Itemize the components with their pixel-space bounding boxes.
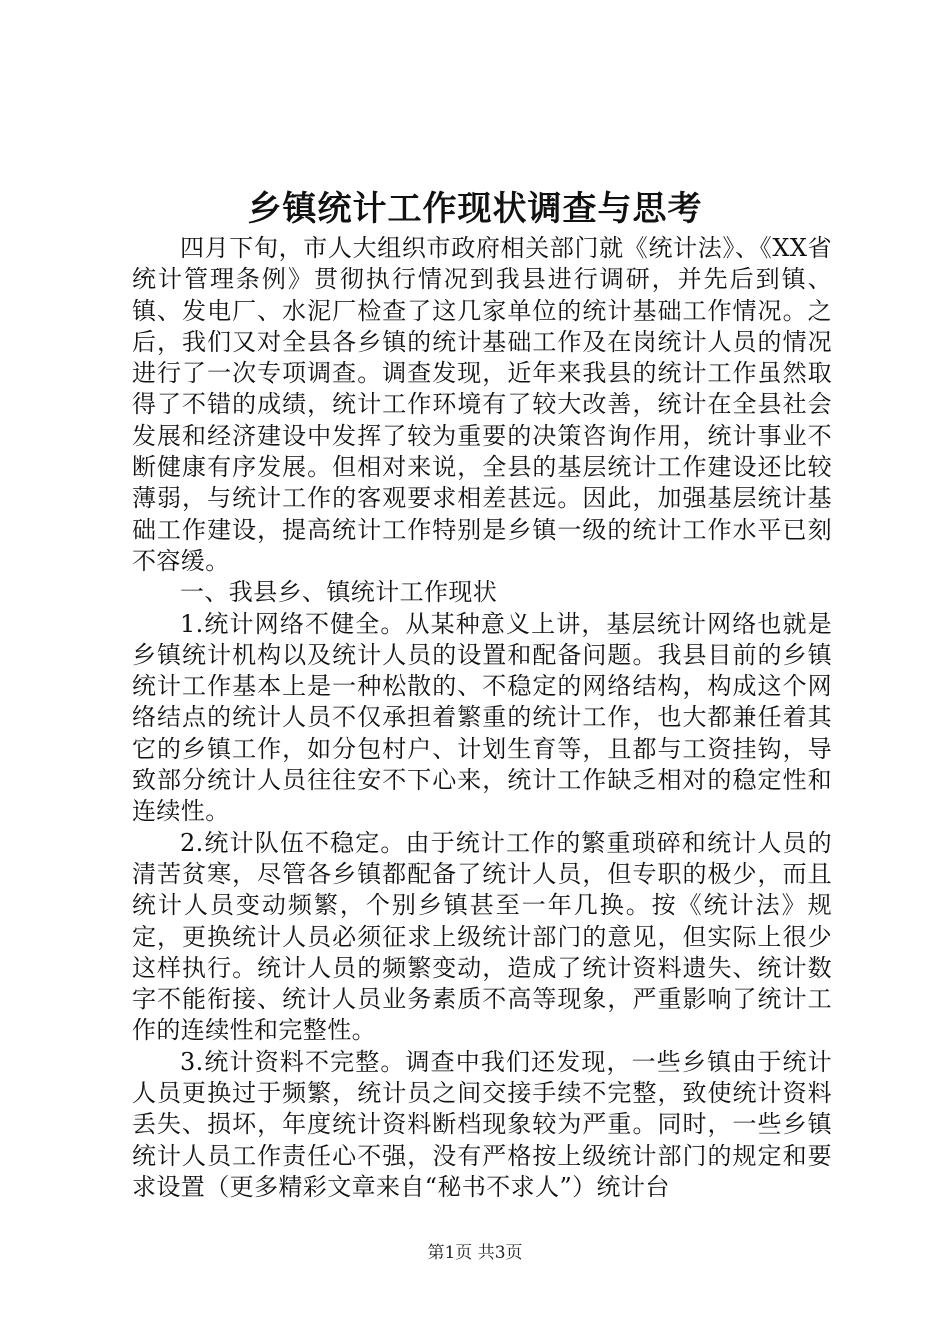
- section-heading: 一、我县乡、镇统计工作现状: [180, 578, 498, 607]
- document-title: 乡镇统计工作现状调查与思考: [247, 189, 703, 229]
- page-number: 第1页 共3页: [427, 1243, 523, 1263]
- point-2-paragraph: 2.统计队伍不稳定。由于统计工作的繁重琐碎和统计人员的清苦贫寒，尽管各乡镇都配备了统计人员，但专职的极少，而且统计人员变动频繁，个别乡镇甚至一年几换。按《统计法》规定，更换统计人员必须征求上级统计部门的意见，但实际上很少这样执行。统计人员的频繁变动，造成了统计资料遗失、统计数字不能衔接、统计人员业务素质不高等现象，严重影响了统计工作的连续性和完整性。: [132, 828, 832, 1045]
- document-body: [132, 233, 832, 1203]
- point-3-paragraph: 3.统计资料不完整。调查中我们还发现，一些乡镇由于统计人员更换过于频繁，统计员之间交接手续不完整，致使统计资料丢失、损坏，年度统计资料断档现象较为严重。同时，一些乡镇统计人员工作责任心不强，没有严格按上级统计部门的规定和要求设置（更多精彩文章来自“秘书不求人”）统计台: [132, 1047, 832, 1201]
- point-1-paragraph: 1.统计网络不健全。从某种意义上讲，基层统计网络也就是乡镇统计机构以及统计人员的设置和配备问题。我县目前的乡镇统计工作基本上是一种松散的、不稳定的网络结构，构成这个网络结点的统计人员不仅承担着繁重的统计工作，也大都兼任着其它的乡镇工作，如分包村户、计划生育等，且都与工资挂钩，导致部分统计人员往往安不下心来，统计工作缺乏相对的稳定性和连续性。: [132, 609, 832, 826]
- intro-paragraph: 四月下旬，市人大组织市政府相关部门就《统计法》、《XX省统计管理条例》贯彻执行情况到我县进行调研，并先后到镇、镇、发电厂、水泥厂检查了这几家单位的统计基础工作情况。之后，我们又对全县各乡镇的统计基础工作及在岗统计人员的情况进行了一次专项调查。调查发现，近年来我县的统计工作虽然取得了不错的成绩，统计工作环境有了较大改善，统计在全县社会发展和经济建设中发挥了较为重要的决策咨询作用，统计事业不断健康有序发展。但相对来说，全县的基层统计工作建设还比较薄弱，与统计工作的客观要求相差甚远。因此，加强基层统计基础工作建设，提高统计工作特别是乡镇一级的统计工作水平已刻不容缓。: [132, 234, 832, 575]
